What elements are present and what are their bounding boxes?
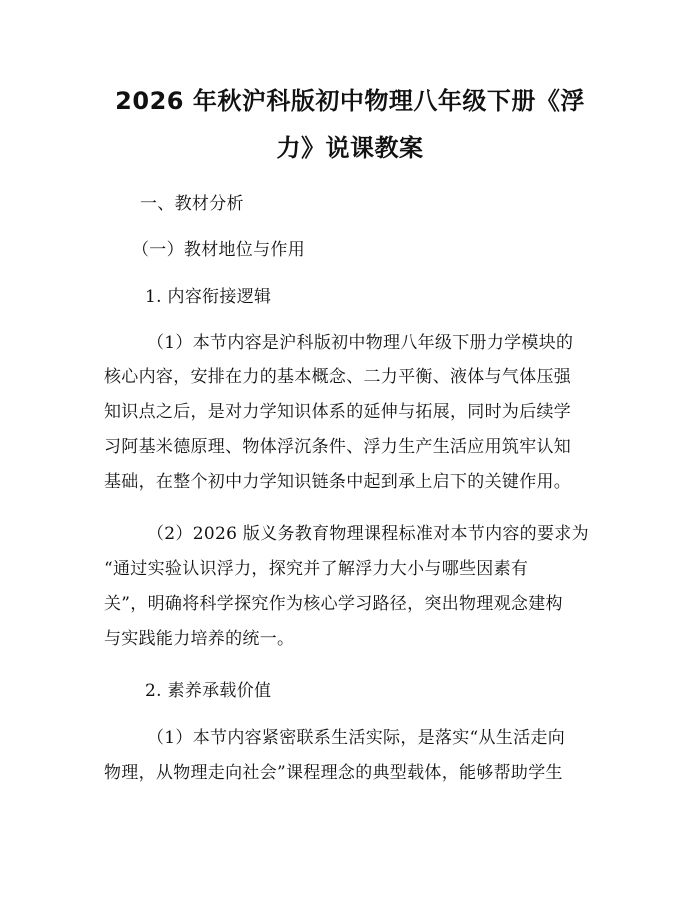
paragraph-line: （1）本节内容是沪科版初中物理八年级下册力学模块的 (147, 333, 574, 353)
document-title-line-1: 2026 年秋沪科版初中物理八年级下册《浮 (115, 87, 585, 115)
subsection-heading: （一）教材地位与作用 (132, 240, 305, 260)
paragraph-line: 与实践能力培养的统一。 (104, 629, 295, 649)
paragraph-line: （2）2026 版义务教育物理课程标准对本节内容的要求为 (147, 524, 589, 544)
paragraph-line: 习阿基米德原理、物体浮沉条件、浮力生产生活应用筑牢认知 (104, 437, 572, 457)
paragraph-line: 关”，明确将科学探究作为核心学习路径，突出物理观念建构 (104, 594, 563, 614)
paragraph-line: 物理，从物理走向社会”课程理念的典型载体，能够帮助学生 (104, 763, 563, 783)
document-title-line-2: 力》说课教案 (276, 134, 424, 162)
section-heading: 一、教材分析 (140, 194, 244, 214)
paragraph-line: 知识点之后，是对力学知识体系的延伸与拓展，同时为后续学 (104, 402, 572, 422)
paragraph-line: 基础，在整个初中力学知识链条中起到承上启下的关键作用。 (104, 472, 572, 492)
item-heading: 1. 内容衔接逻辑 (145, 287, 272, 307)
paragraph-line: （1）本节内容紧密联系生活实际，是落实“从生活走向 (147, 728, 566, 748)
item-heading: 2. 素养承载价值 (145, 681, 272, 701)
paragraph-line: “通过实验认识浮力，探究并了解浮力大小与哪些因素有 (104, 559, 529, 579)
paragraph-line: 核心内容，安排在力的基本概念、二力平衡、液体与气体压强 (104, 367, 572, 387)
